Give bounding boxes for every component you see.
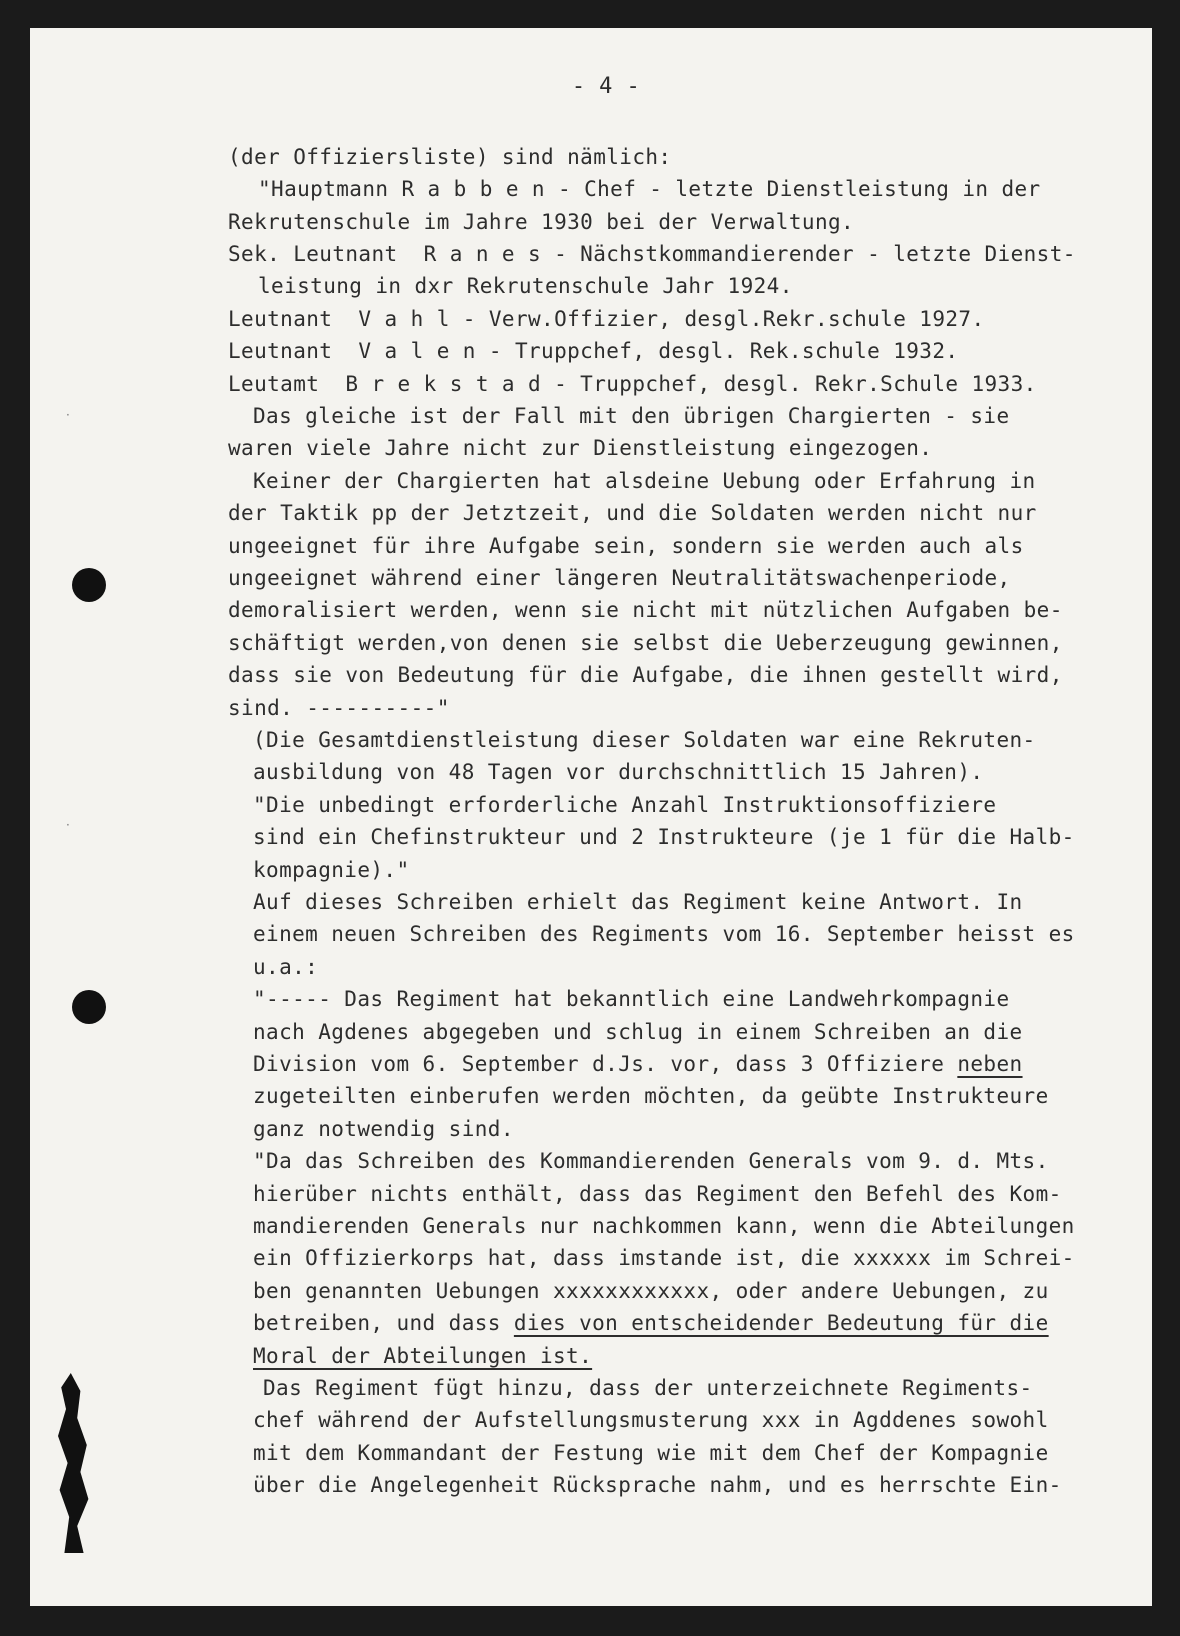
text-line: Leutamt B r e k s t a d - Truppchef, desgl. Rekr.Schule 1933.: [228, 372, 1037, 396]
text-line: ganz notwendig sind.: [253, 1117, 514, 1141]
text-line: Rekrutenschule im Jahre 1930 bei der Verwaltung.: [228, 210, 855, 234]
text-line: (der Offiziersliste) sind nämlich:: [228, 145, 672, 169]
text-line: Leutnant V a h l - Verw.Offizier, desgl.Rekr.schule 1927.: [228, 307, 985, 331]
text-line: zugeteilten einberufen werden möchten, da geübte Instrukteure: [253, 1084, 1049, 1108]
text-line: "----- Das Regiment hat bekanntlich eine Landwehrkompagnie: [253, 987, 1010, 1011]
text-line: einem neuen Schreiben des Regiments vom 16. September heisst es: [253, 922, 1075, 946]
text-line: leistung in dxr Rekrutenschule Jahr 1924.: [258, 274, 793, 298]
text-line: nach Agdenes abgegeben und schlug in einem Schreiben an die: [253, 1020, 1023, 1044]
text-line: "Hauptmann R a b b e n - Chef - letzte Dienstleistung in der: [258, 177, 1041, 201]
punch-hole-top: [72, 568, 106, 602]
document-page: [30, 28, 1152, 1606]
text-line-part: Division vom 6. September d.Js. vor, dass 3 Offiziere: [253, 1052, 958, 1076]
text-line: ben genannten Uebungen xxxxxxxxxxxx, oder andere Uebungen, zu: [253, 1279, 1049, 1303]
text-line: ein Offizierkorps hat, dass imstande ist, die xxxxxx im Schrei-: [253, 1246, 1075, 1270]
text-line: Das gleiche ist der Fall mit den übrigen Chargierten - sie: [253, 404, 1010, 428]
text-line: [253, 1313, 1049, 1334]
text-line: mit dem Kommandant der Festung wie mit dem Chef der Kompagnie: [253, 1441, 1049, 1465]
underlined-word: neben: [957, 1052, 1023, 1076]
text-line: ungeeignet während einer längeren Neutralitätswachenperiode,: [228, 566, 1011, 590]
text-line: sind. ----------": [228, 696, 450, 720]
text-line: [253, 1054, 1023, 1075]
torn-edge: [58, 1373, 90, 1553]
text-line: über die Angelegenheit Rücksprache nahm, und es herrschte Ein-: [253, 1473, 1062, 1497]
text-line: der Taktik pp der Jetztzeit, und die Soldaten werden nicht nur: [228, 501, 1037, 525]
text-line: waren viele Jahre nicht zur Dienstleistung eingezogen.: [228, 436, 933, 460]
underlined-phrase: Moral der Abteilungen ist.: [253, 1344, 593, 1368]
text-line: sind ein Chefinstrukteur und 2 Instrukteure (je 1 für die Halb-: [253, 825, 1075, 849]
text-line: "Die unbedingt erforderliche Anzahl Instruktionsoffiziere: [253, 793, 997, 817]
text-line: u.a.:: [253, 955, 319, 979]
text-line: (Die Gesamtdienstleistung dieser Soldaten war eine Rekruten-: [253, 728, 1036, 752]
punch-hole-bottom: [72, 990, 106, 1024]
text-line: Auf dieses Schreiben erhielt das Regiment keine Antwort. In: [253, 890, 1023, 914]
text-line: ungeeignet für ihre Aufgabe sein, sondern sie werden auch als: [228, 534, 1024, 558]
text-line-part: betreiben, und dass: [253, 1311, 514, 1335]
text-line: kompagnie).": [253, 858, 410, 882]
margin-tick: ·: [66, 408, 70, 422]
text-line: hierüber nichts enthält, dass das Regiment den Befehl des Kom-: [253, 1182, 1062, 1206]
text-line: ausbildung von 48 Tagen vor durchschnittlich 15 Jahren).: [253, 760, 984, 784]
text-line: "Da das Schreiben des Kommandierenden Generals vom 9. d. Mts.: [253, 1149, 1049, 1173]
text-line: Das Regiment fügt hinzu, dass der unterzeichnete Regiments-: [263, 1376, 1033, 1400]
text-line: mandierenden Generals nur nachkommen kann, wenn die Abteilungen: [253, 1214, 1075, 1238]
text-line: Sek. Leutnant R a n e s - Nächstkommandierender - letzte Dienst-: [228, 242, 1076, 266]
text-line: chef während der Aufstellungsmusterung xxx in Agddenes sowohl: [253, 1408, 1049, 1432]
text-line: Keiner der Chargierten hat alsdeine Uebung oder Erfahrung in: [253, 469, 1036, 493]
text-line: dass sie von Bedeutung für die Aufgabe, die ihnen gestellt wird,: [228, 663, 1063, 687]
text-line: Leutnant V a l e n - Truppchef, desgl. Rek.schule 1932.: [228, 339, 959, 363]
text-line: demoralisiert werden, wenn sie nicht mit nützlichen Aufgaben be-: [228, 598, 1063, 622]
text-line: schäftigt werden,von denen sie selbst die Ueberzeugung gewinnen,: [228, 631, 1063, 655]
margin-tick: ·: [66, 818, 70, 832]
underlined-phrase: dies von entscheidender Bedeutung für die: [513, 1311, 1049, 1335]
page-number: - 4 -: [571, 74, 641, 99]
